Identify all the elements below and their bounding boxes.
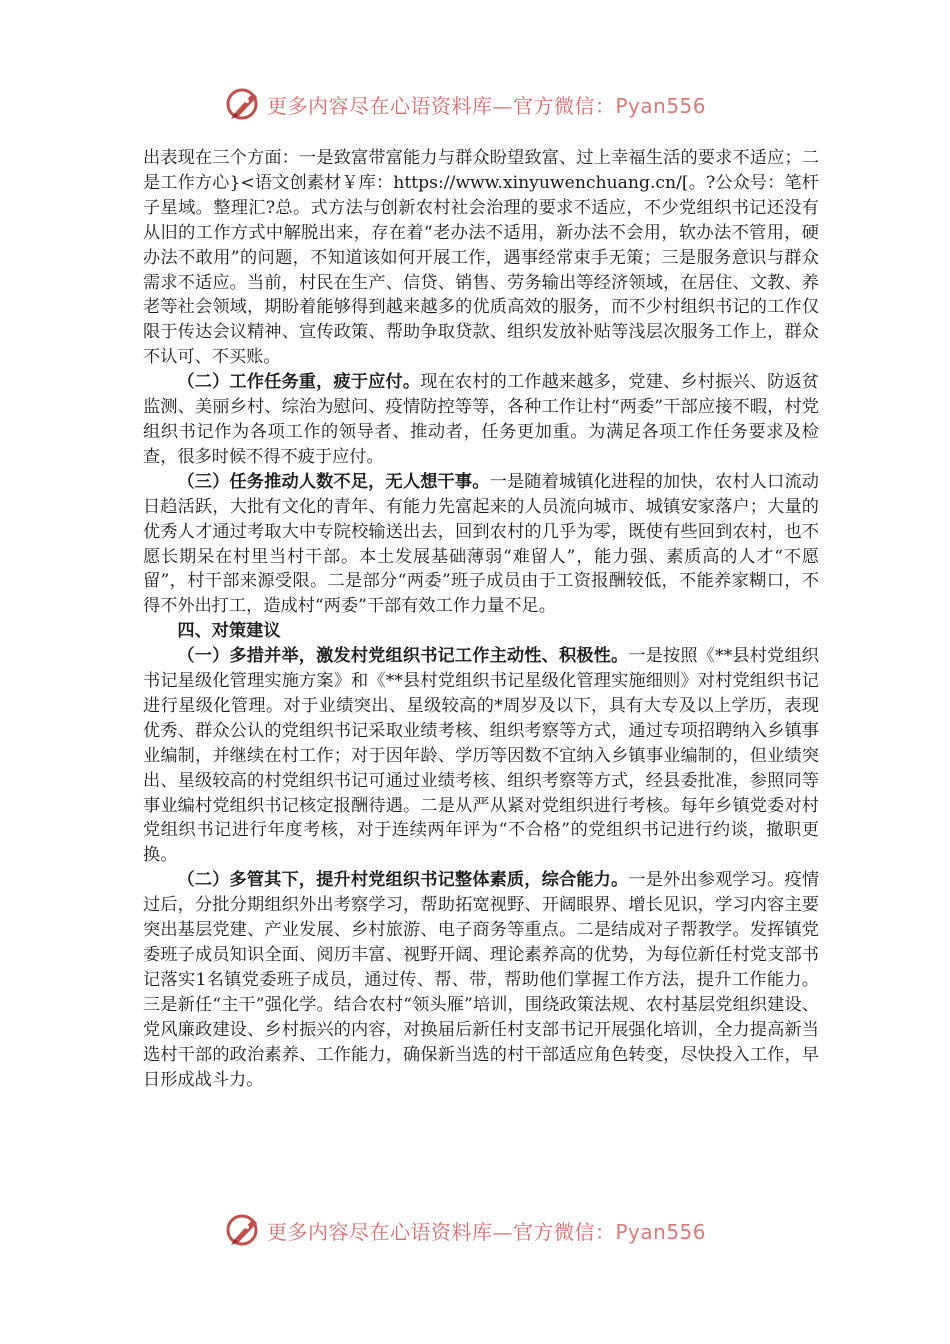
pen-logo-icon: [225, 85, 263, 123]
banner-text: 更多内容尽在心语资料库—官方微信：Pyan556: [267, 1219, 707, 1244]
header-banner: [225, 82, 745, 126]
document-body: [143, 146, 819, 1092]
paragraph-3: （三）任务推动人数不足，无人想干事。一是随着城镇化进程的加快，农村人口流动日趋活跃，大批有文化的青年、有能力先富起来的人员流向城市、城镇安家落户；大量的优秀人才通过考取大中专院校输送出去，回到农村的几乎为零，既使有些回到农村，也不愿长期呆在村里当村干部。本土发展基础薄弱“难留人”，能力强、素质高的人才“不愿留”，村干部来源受限。二是部分“两委”班子成员由于工资报酬较低，不能养家糊口，不得不外出打工，造成村“两委”干部有效工作力量不足。: [143, 471, 819, 617]
footer-banner: [225, 1208, 745, 1252]
paragraph-2-heading: （二）工作任务重，疲于应付。: [177, 372, 421, 393]
pen-logo-icon: [225, 1211, 263, 1249]
paragraph-4: （一）多措并举，激发村党组织书记工作主动性、积极性。一是按照《**县村党组织书记星级化管理实施方案》和《**县村党组织书记星级化管理实施细则》对村党组织书记进行星级化管理。对于业绩突出、星级较高的*周岁及以下，具有大专及以上学历，表现优秀、群众公认的党组织书记采取业绩考核、组织考察等方式，通过专项招聘纳入乡镇事业编制，并继续在村工作；对于因年龄、学历等因数不宜纳入乡镇事业编制的，但业绩突出、星级较高的村党组织书记可通过业绩考核、组织考察等方式，经县委批准，参照同等事业编村党组织书记核定报酬待遇。二是从严从紧对党组织进行考核。每年乡镇党委对村党组织书记进行年度考核，对于连续两年评为“不合格”的党组织书记进行约谈，撤职更换。: [143, 646, 819, 866]
banner-text: 更多内容尽在心语资料库—官方微信：Pyan556: [267, 93, 707, 118]
paragraph-5-heading: （二）多管其下，提升村党组织书记整体素质，综合能力。: [177, 870, 629, 891]
paragraph-1: 出表现在三个方面：一是致富带富能力与群众盼望致富、过上幸福生活的要求不适应；二是工作方心}<语文创素材￥库：https://www.xinyuwenchuang.cn/[。?公众号：笔杆子星域。整理汇?总。式方法与创新农村社会治理的要求不适应，不少党组织书记还没有从旧的工作方式中解脱出来，存在着“老办法不适用，新办法不会用，软办法不管用，硬办法不敢用”的问题，不知道该如何开展工作，遇事经常束手无策；三是服务意识与群众需求不适应。当前，村民在生产、信贷、销售、劳务输出等经济领域，在居住、文教、养老等社会领域，期盼着能够得到越来越多的优质高效的服务，而不少村组织书记的工作仅限于传达会议精神、宣传政策、帮助争取贷款、组织发放补贴等浅层次服务工作上，群众不认可、不买账。: [143, 148, 819, 368]
paragraph-3-heading: （三）任务推动人数不足，无人想干事。: [177, 471, 490, 492]
paragraph-4-heading: （一）多措并举，激发村党组织书记工作主动性、积极性。: [177, 646, 629, 667]
section-heading: 四、对策建议: [177, 621, 281, 642]
paragraph-2: （二）工作任务重，疲于应付。现在农村的工作越来越多，党建、乡村振兴、防返贫监测、美丽乡村、综治为慰问、疫情防控等等，各种工作让村“两委”干部应接不暇，村党组织书记作为各项工作的领导者、推动者，任务更加重。为满足各项工作任务要求及检查，很多时候不得不疲于应付。: [143, 372, 819, 467]
paragraph-5: （二）多管其下，提升村党组织书记整体素质，综合能力。一是外出参观学习。疫情过后，分批分期组织外出考察学习，帮助拓宽视野、开阔眼界、增长见识，学习内容主要突出基层党建、产业发展、乡村旅游、电子商务等重点。二是结成对子帮教学。发挥镇党委班子成员知识全面、阅历丰富、视野开阔、理论素养高的优势，为每位新任村党支部书记落实1名镇党委班子成员，通过传、帮、带，帮助他们掌握工作方法，提升工作能力。三是新任“主干”强化学。结合农村“领头雁”培训，围绕政策法规、农村基层党组织建设、党风廉政建设、乡村振兴的内容，对换届后新任村支部书记开展强化培训，全力提高新当选村干部的政治素养、工作能力，确保新当选的村干部适应角色转变，尽快投入工作，早日形成战斗力。: [143, 870, 819, 1090]
wechat-id: Pyan556: [615, 1219, 707, 1244]
wechat-id: Pyan556: [615, 93, 707, 118]
